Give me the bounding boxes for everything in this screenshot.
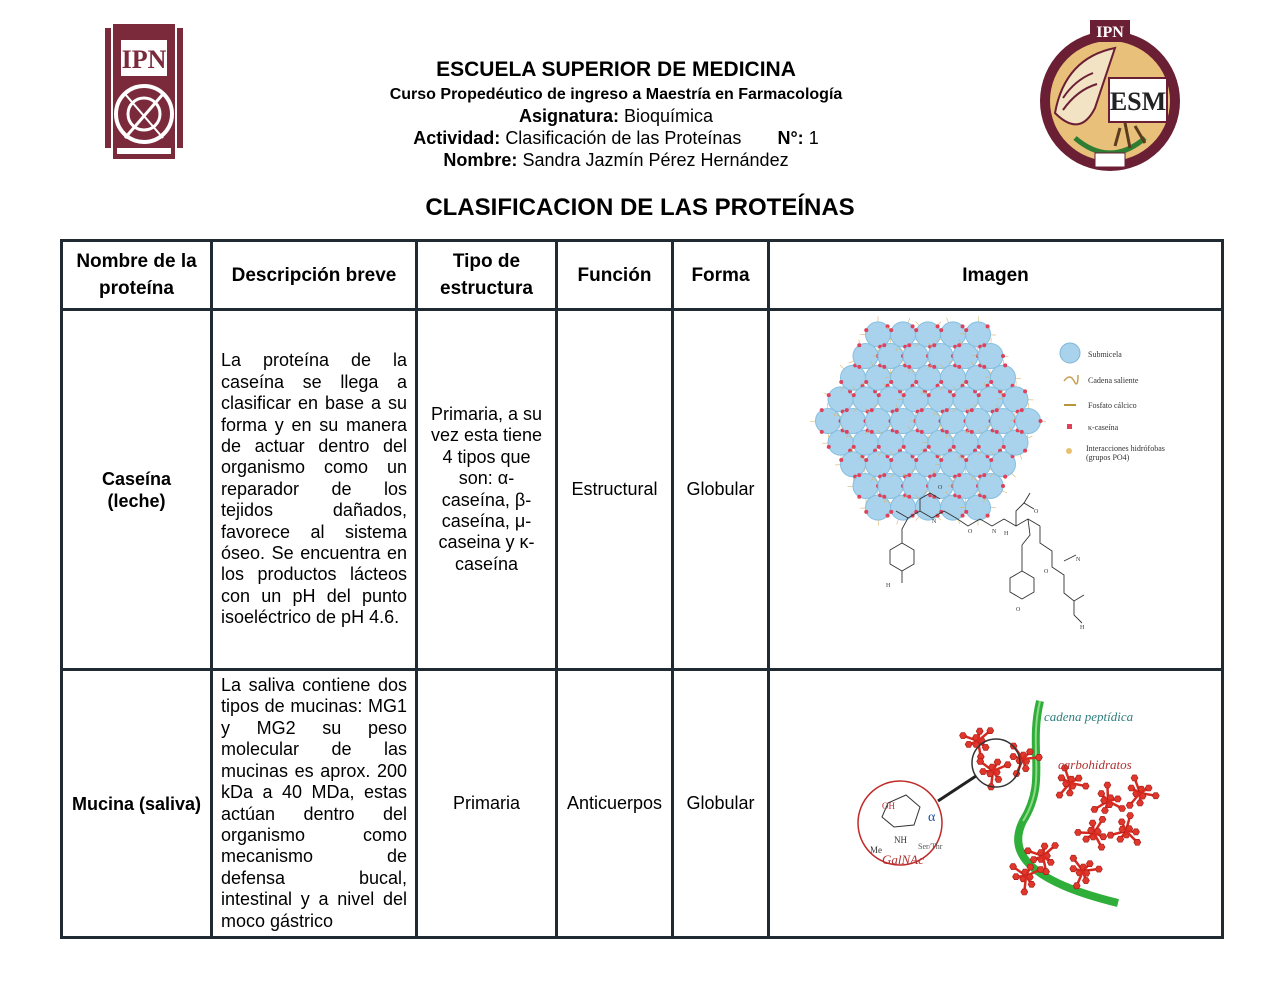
legend-fosfato: Fosfato cálcico — [1088, 401, 1137, 410]
protein-description: La saliva contiene dos tipos de mucinas: MG1 y MG2 su peso molecular de las mucinas es aprox. 200 kDa a 40 MDa, estas actúan dentro del organismo como mecanismo de defensa bucal, intestinal y a nivel del moco gástrico — [212, 670, 417, 938]
number-value: 1 — [808, 128, 819, 148]
submicelle — [878, 344, 903, 369]
protein-name: Caseína (leche) — [62, 310, 212, 670]
submicelle — [903, 473, 928, 498]
protein-name: Mucina (saliva) — [62, 670, 212, 938]
column-header: Nombre de la proteína — [62, 241, 212, 310]
esm-logo — [1035, 18, 1185, 173]
document-title: CLASIFICACION DE LAS PROTEÍNAS — [425, 194, 855, 221]
mucin-image-cell — [769, 670, 1223, 938]
label-ser-thr: Ser/Thr — [918, 842, 943, 851]
casein-micelle-diagram — [778, 311, 1232, 663]
svg-text:N: N — [932, 519, 937, 525]
submicelle — [978, 473, 1003, 498]
table-header-row — [62, 241, 1223, 310]
svg-text:O: O — [1034, 509, 1039, 515]
svg-text:N: N — [992, 529, 997, 535]
label-galnac: GalNAc — [882, 852, 924, 867]
protein-description: La proteína de la caseína se llega a clasificar en base a su forma y en su manera de actuar dentro del organismo como un reparador de los tejidos dañados, favorece al sistema óseo. Se encuentra en los productos lácteos con un pH del punto isoeléctrico de pH 4.6. — [212, 310, 417, 670]
label-nh: NH — [894, 835, 907, 845]
submicelle — [941, 409, 966, 434]
label-me: Me — [870, 845, 882, 855]
esm-logo-text: ESM — [1109, 87, 1167, 116]
subject-label: Asignatura: — [518, 106, 619, 126]
column-header: Imagen — [769, 241, 1223, 310]
protein-structure: Primaria — [417, 670, 557, 938]
protein-function: Anticuerpos — [557, 670, 673, 938]
label-alpha: α — [928, 810, 936, 825]
label-oh: OH — [882, 801, 895, 811]
submicelle — [978, 344, 1003, 369]
svg-text:N: N — [1076, 557, 1081, 563]
student-name-label: Nombre: — [443, 150, 518, 170]
svg-text:O: O — [1016, 607, 1021, 613]
table-row — [62, 310, 1223, 670]
submicelle — [816, 409, 841, 434]
svg-text:H: H — [1004, 531, 1009, 537]
number-label: N°: — [777, 128, 804, 148]
school-name: ESCUELA SUPERIOR DE MEDICINA — [436, 58, 796, 81]
submicelle — [1016, 409, 1041, 434]
label-carbohidratos: carbohidratos — [1058, 757, 1132, 772]
svg-text:O: O — [968, 529, 973, 535]
activity-value: Clasificación de las Proteínas — [505, 128, 742, 148]
protein-function: Estructural — [557, 310, 673, 670]
column-header: Tipo de estructura — [417, 241, 557, 310]
submicelle — [853, 473, 878, 498]
student-name-line — [300, 150, 932, 171]
activity-line — [300, 128, 932, 149]
protein-table — [60, 239, 1224, 939]
submicelle — [953, 473, 978, 498]
svg-text:O: O — [938, 485, 943, 491]
casein-image-cell — [769, 310, 1223, 670]
protein-shape: Globular — [673, 310, 769, 670]
submicelle — [916, 409, 941, 434]
svg-text:H: H — [886, 583, 891, 589]
ipn-logo — [95, 18, 195, 173]
submicelle — [953, 344, 978, 369]
svg-text:O: O — [1044, 569, 1049, 575]
casein-legend — [1060, 343, 1181, 470]
esm-logo-ipn-text: IPN — [1096, 24, 1124, 41]
submicelle — [991, 409, 1016, 434]
student-name-value: Sandra Jazmín Pérez Hernández — [522, 150, 789, 170]
submicelle — [903, 344, 928, 369]
legend-cadena: Cadena saliente — [1088, 376, 1139, 385]
submicelle — [866, 409, 891, 434]
course-name: Curso Propedéutico de ingreso a Maestría en Farmacología — [389, 86, 843, 103]
column-header: Función — [557, 241, 673, 310]
legend-submicela: Submicela — [1088, 350, 1122, 359]
subject-value: Bioquímica — [623, 106, 714, 126]
legend-kappa: κ-caseína — [1088, 423, 1119, 432]
mucin-glycoprotein-diagram — [778, 671, 1232, 931]
label-cadena-peptidica: cadena peptídica — [1044, 709, 1134, 724]
column-header: Descripción breve — [212, 241, 417, 310]
protein-shape: Globular — [673, 670, 769, 938]
column-header: Forma — [673, 241, 769, 310]
svg-text:H: H — [1080, 625, 1085, 631]
protein-structure: Primaria, a su vez esta tiene 4 tipos que son: α-caseína, β-caseína, μ-caseina y κ-caseína — [417, 310, 557, 670]
activity-label: Actividad: — [413, 128, 501, 148]
carbohydrate-clusters — [960, 728, 1160, 895]
ipn-logo-text: IPN — [121, 45, 167, 74]
subject-line — [300, 106, 932, 127]
table-row — [62, 670, 1223, 938]
legend-interacciones: Interacciones hidrófobas (grupos PO4) — [1086, 444, 1165, 462]
